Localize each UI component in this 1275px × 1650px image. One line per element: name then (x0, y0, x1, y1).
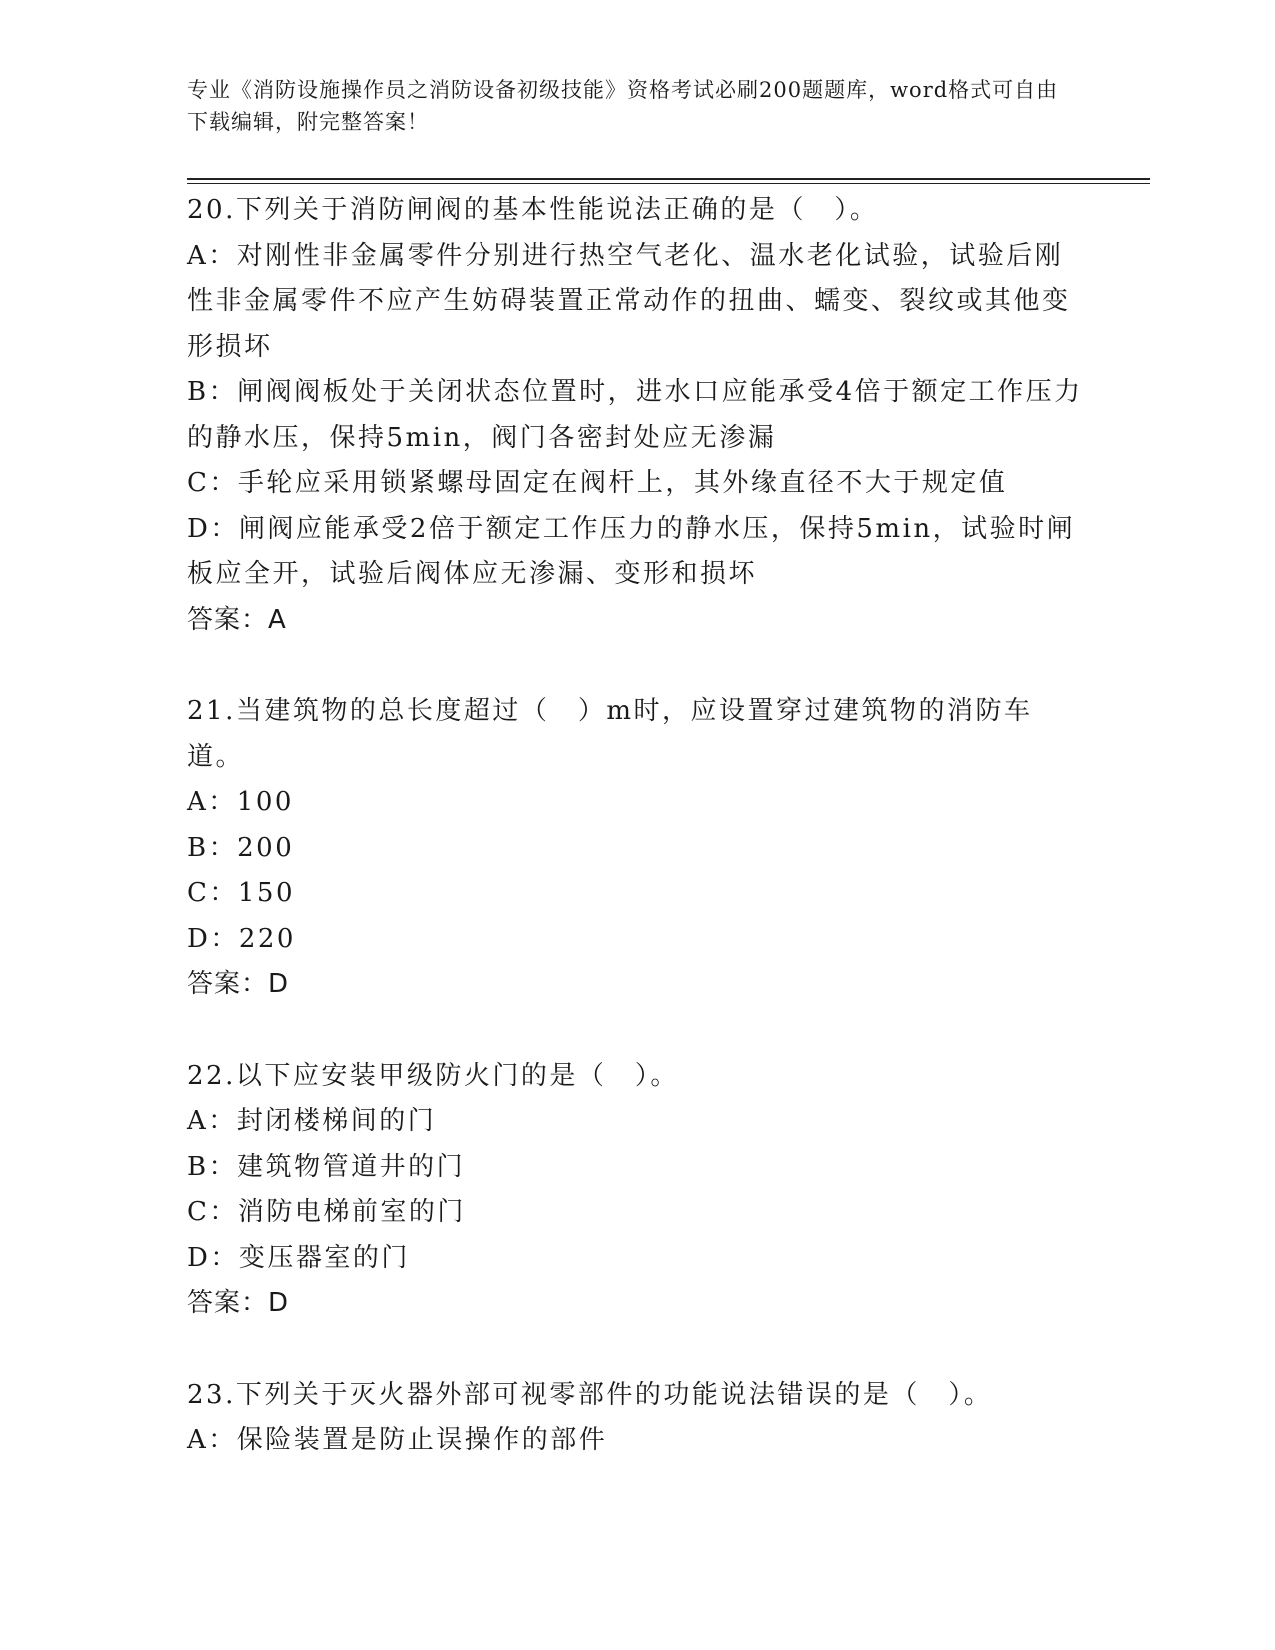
option-d: D：闸阀应能承受2倍于额定工作压力的静水压，保持5min，试验时闸板应全开，试验后阀体应无渗漏、变形和损坏 (187, 513, 1076, 589)
question-stem: 22.以下应安装甲级防火门的是（ ）。 (187, 1060, 679, 1091)
question-23 (187, 1373, 1087, 1464)
option-d: D：220 (187, 923, 296, 954)
question-stem: 21.当建筑物的总长度超过（ ）m时，应设置穿过建筑物的消防车道。 (187, 696, 1033, 772)
question-stem: 23.下列关于灭火器外部可视零部件的功能说法错误的是（ ）。 (187, 1379, 993, 1410)
header-divider-thick (187, 178, 1150, 180)
answer-line: 答案：A (187, 604, 287, 635)
option-b: B：建筑物管道井的门 (187, 1151, 466, 1182)
answer-line: 答案：D (187, 969, 290, 999)
option-d: D：变压器室的门 (187, 1242, 410, 1273)
option-c: C：150 (187, 878, 296, 908)
answer-line: 答案：D (187, 1288, 290, 1318)
question-stem: 20.下列关于消防闸阀的基本性能说法正确的是（ ）。 (187, 195, 879, 225)
question-22 (187, 1054, 1087, 1327)
option-b: B：闸阀阀板处于关闭状态位置时，进水口应能承受4倍于额定工作压力的静水压，保持5min，阀门各密封处应无渗漏 (187, 377, 1083, 453)
document-header: 专业《消防设施操作员之消防设备初级技能》资格考试必刷200题题库，word格式可自由下载编辑，附完整答案！ (187, 78, 1059, 134)
question-20 (187, 188, 1087, 643)
question-21 (187, 689, 1087, 1008)
question-list (187, 188, 1087, 1464)
header-divider-thin (187, 183, 1150, 184)
option-a: A：封闭楼梯间的门 (187, 1106, 437, 1136)
option-a: A：100 (187, 787, 294, 817)
option-a: A：对刚性非金属零件分别进行热空气老化、温水老化试验，试验后刚性非金属零件不应产生妨碍装置正常动作的扭曲、蠕变、裂纹或其他变形损坏 (187, 240, 1071, 362)
option-b: B：200 (187, 832, 295, 863)
option-c: C：消防电梯前室的门 (187, 1197, 466, 1227)
option-c: C：手轮应采用锁紧螺母固定在阀杆上，其外缘直径不大于规定值 (187, 468, 1008, 498)
option-a: A：保险装置是防止误操作的部件 (187, 1425, 608, 1455)
